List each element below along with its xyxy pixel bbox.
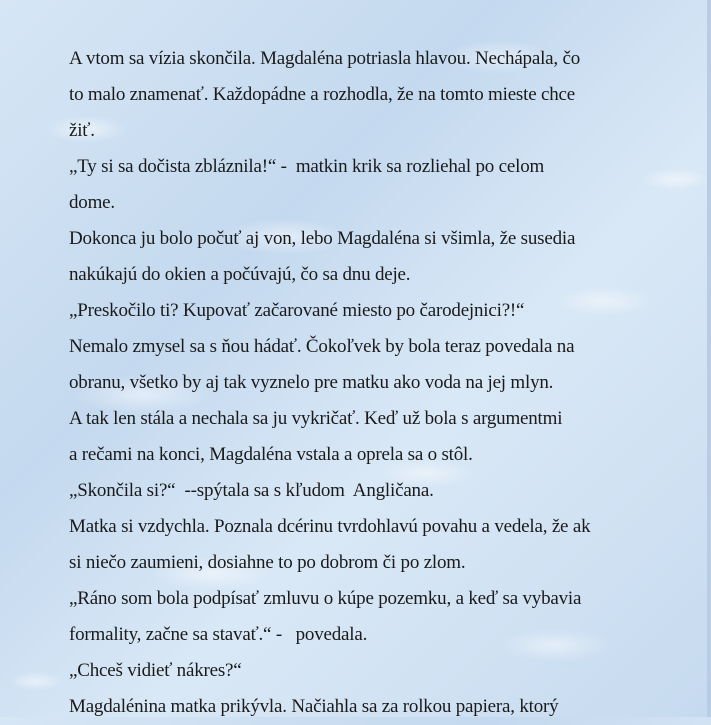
- text-line: A tak len stála a nechala sa ju vykričať. Keď už bola s argumentmi: [69, 408, 563, 429]
- text-line: „Ty si sa dočista zbláznila!“ - matkin krik sa rozliehal po celom: [69, 156, 545, 177]
- document-page: [69, 41, 669, 725]
- text-line: Nemalo zmysel sa s ňou hádať. Čokoľvek by bola teraz povedala na: [69, 336, 575, 357]
- text-line: Dokonca ju bolo počuť aj von, lebo Magdaléna si všimla, že susedia: [69, 228, 576, 249]
- text-line: nakúkajú do okien a počúvajú, čo sa dnu deje.: [69, 264, 411, 285]
- text-line: „Chceš vidieť nákres?“: [69, 660, 242, 681]
- text-line: A vtom sa vízia skončila. Magdaléna potriasla hlavou. Nechápala, čo: [69, 48, 581, 69]
- text-line: „Preskočilo ti? Kupovať začarované miesto po čarodejnici?!“: [69, 300, 525, 321]
- text-line: „Ráno som bola podpísať zmluvu o kúpe pozemku, a keď sa vybavia: [69, 588, 582, 609]
- text-line: formality, začne sa stavať.“ - povedala.: [69, 624, 368, 645]
- text-line: Matka si vzdychla. Poznala dcérinu tvrdohlavú povahu a vedela, že ak: [69, 516, 591, 537]
- text-line: a rečami na konci, Magdaléna vstala a oprela sa o stôl.: [69, 444, 473, 465]
- text-line: „Skončila si?“ --spýtala sa s kľudom Angličana.: [69, 480, 434, 501]
- text-line: si niečo zaumieni, dosiahne to po dobrom či po zlom.: [69, 552, 466, 573]
- text-line: Magdalénina matka prikývla. Načiahla sa za rolkou papiera, ktorý: [69, 696, 559, 717]
- text-line: to malo znamenať. Každopádne a rozhodla, že na tomto mieste chce: [69, 84, 575, 105]
- text-line: žiť.: [69, 120, 95, 141]
- text-line: dome.: [69, 192, 115, 213]
- text-line: obranu, všetko by aj tak vyznelo pre matku ako voda na jej mlyn.: [69, 372, 554, 393]
- scrollbar[interactable]: [707, 0, 711, 717]
